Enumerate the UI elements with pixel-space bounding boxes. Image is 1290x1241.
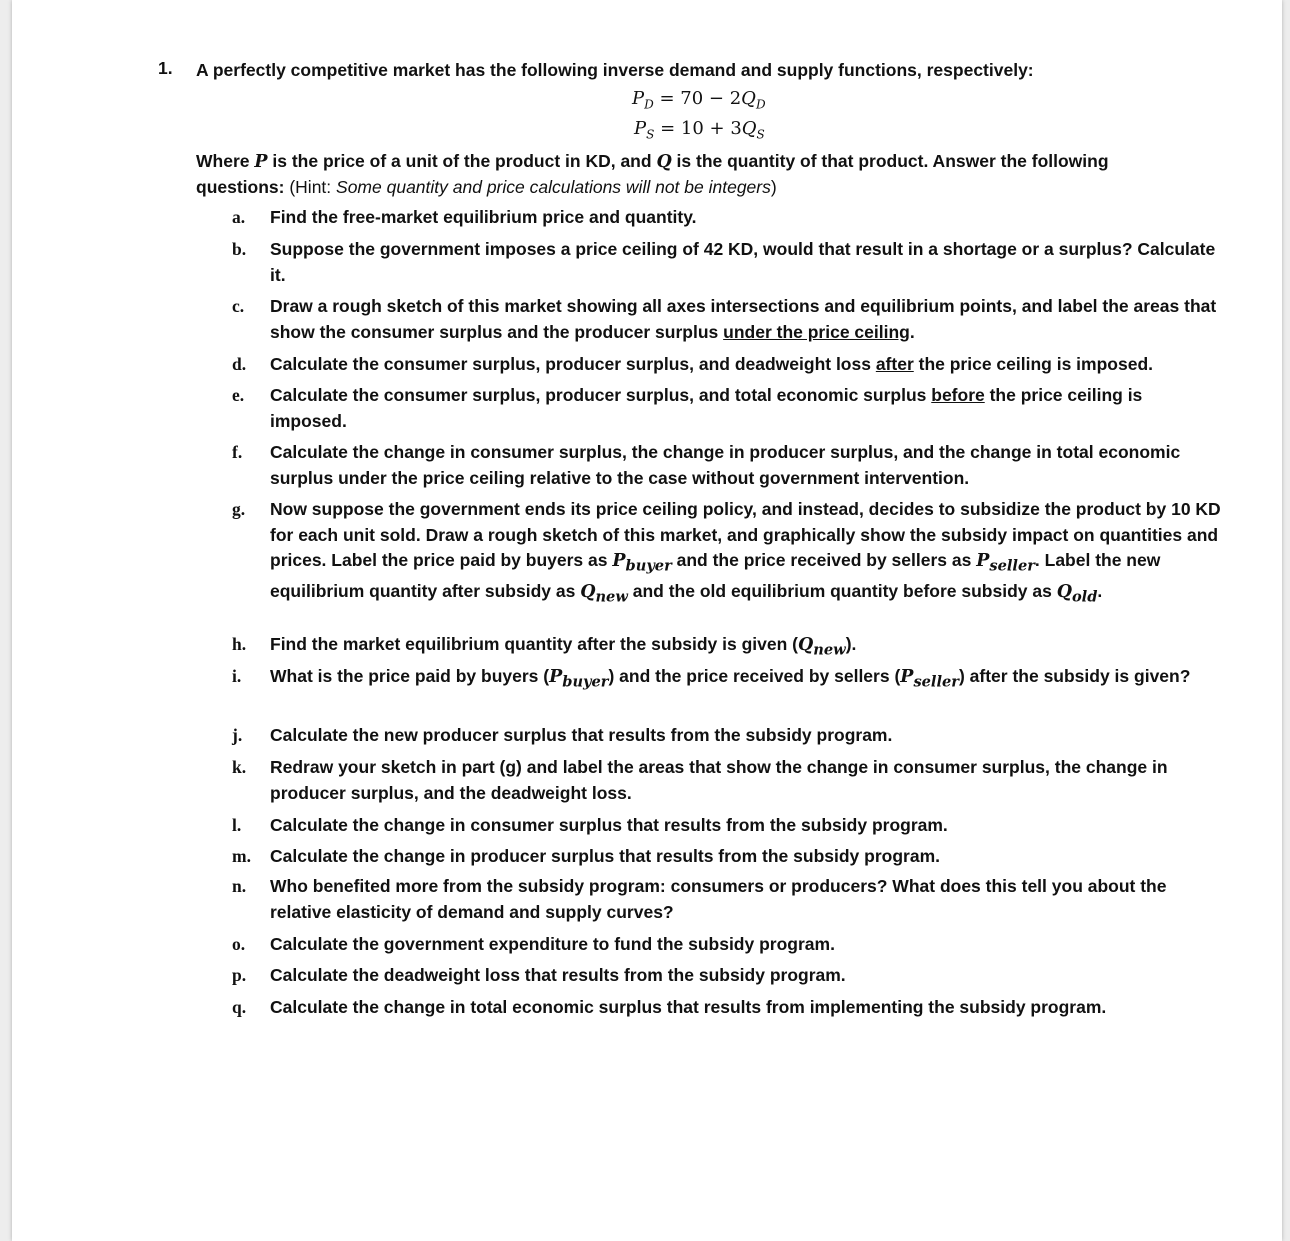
list-item-f: f. Calculate the change in consumer surplus, the change in producer surplus, and the change in total economic surplus under the price ceiling relative to the case without government intervention. bbox=[232, 442, 1181, 488]
question-intro: Where P is the price of a unit of the product in KD, and Q is the quantity of that product. Answer the following questions: (Hint: Some quantity and price calculations will not be integers) bbox=[196, 151, 1109, 197]
list-item-i: i. What is the price paid by buyers $(P_{buyer})$ and the price received by sellers $(P_{seller})$ after the subsidy is given? bbox=[232, 666, 1191, 691]
list-item-a: a. Find the free-market equilibrium price and quantity. bbox=[232, 207, 697, 227]
list-item-n: n. Who benefited more from the subsidy program: consumers or producers? What does this tell you about the relative elasticity of demand and supply curves? bbox=[232, 876, 1167, 922]
list-item-h: h. Find the market equilibrium quantity after the subsidy is given $(Q_{new})$. bbox=[232, 634, 857, 659]
list-item-p: p. Calculate the deadweight loss that results from the subsidy program. bbox=[232, 965, 846, 985]
list-item-g: g. Now suppose the government ends its price ceiling policy, and instead, decides to subsidize the product by 10 KD for each unit sold. Draw a rough sketch of this market, and graphically show the subsidy impact on quantities and prices. Label the price paid by buyers as $P_{buyer}$ and the price received by sellers as $P_{seller}$. Label the new equilibrium quantity after subsidy as $Q_{new}$ and the old equilibrium quantity before subsidy as $Q_{old}$. bbox=[232, 499, 1221, 606]
list-item-m: m. Calculate the change in producer surplus that results from the subsidy program. bbox=[232, 846, 940, 866]
list-item-k: k. Redraw your sketch in part (g) and label the areas that show the change in consumer surplus, the change in producer surplus, and the deadweight loss. bbox=[232, 757, 1168, 803]
question-title: A perfectly competitive market has the following inverse demand and supply functions, respectively: bbox=[196, 60, 1034, 80]
supply-equation: $P_S = 10 + 3Q_S$ bbox=[634, 118, 765, 142]
list-item-l: l. Calculate the change in consumer surplus that results from the subsidy program. bbox=[232, 815, 948, 835]
list-item-c: c. Draw a rough sketch of this market showing all axes intersections and equilibrium points, and label the areas that show the consumer surplus and the producer surplus under the price ceiling. bbox=[232, 296, 1217, 342]
list-item-e: e. Calculate the consumer surplus, producer surplus, and total economic surplus before the price ceiling is imposed. bbox=[232, 385, 1143, 431]
list-item-b: b. Suppose the government imposes a price ceiling of 42 KD, would that result in a shortage or a surplus? Calculate it. bbox=[232, 239, 1216, 285]
question-number: 1. bbox=[158, 58, 173, 78]
demand-equation: $P_D = 70 - 2Q_D$ bbox=[632, 88, 766, 112]
list-item-q: q. Calculate the change in total economic surplus that results from implementing the subsidy program. bbox=[232, 997, 1107, 1017]
document-page bbox=[12, 0, 1282, 1241]
list-item-d: d. Calculate the consumer surplus, producer surplus, and deadweight loss after the price ceiling is imposed. bbox=[232, 354, 1153, 374]
list-item-j: j. Calculate the new producer surplus that results from the subsidy program. bbox=[232, 725, 893, 745]
list-item-o: o. Calculate the government expenditure to fund the subsidy program. bbox=[232, 934, 835, 954]
